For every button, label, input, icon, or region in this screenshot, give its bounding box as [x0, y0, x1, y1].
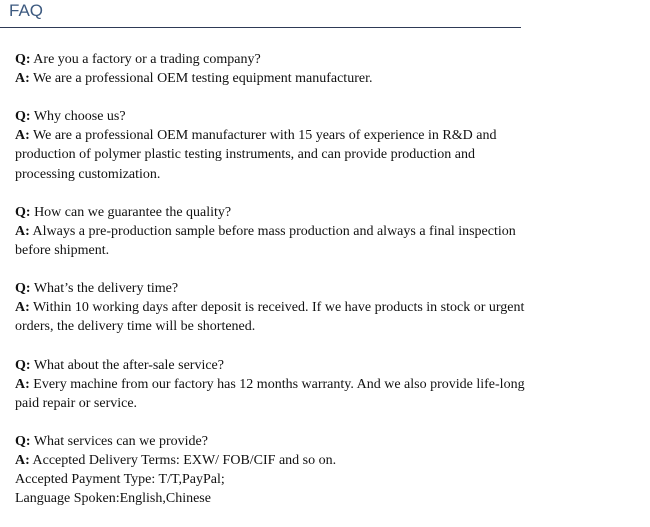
faq-item: [15, 50, 535, 88]
faq-question: [15, 50, 535, 69]
question-prefix: Q:: [15, 204, 31, 220]
question-prefix: Q:: [15, 109, 31, 125]
question-prefix: Q:: [15, 433, 31, 449]
answer-text: Accepted Delivery Terms: EXW/ FOB/CIF and so on.: [32, 452, 337, 468]
faq-item: [15, 279, 535, 336]
question-text: What’s the delivery time?: [33, 281, 179, 297]
faq-answer-line: Language Spoken:English,Chinese: [15, 491, 211, 507]
question-text: Are you a factory or a trading company?: [33, 52, 261, 67]
faq-answer: [15, 375, 535, 413]
question-text: What services can we provide?: [33, 433, 208, 449]
answer-text: We are a professional OEM manufacturer with 15 years of experience in R&D and production of polymer plastic testing instruments, and can provide production and processing customization.: [15, 128, 497, 182]
question-prefix: Q:: [15, 281, 31, 297]
answer-prefix: A:: [15, 452, 30, 468]
faq-item: [15, 432, 535, 508]
faq-question: [15, 203, 535, 222]
answer-prefix: A:: [15, 376, 30, 392]
question-text: What about the after-sale service?: [33, 357, 224, 373]
answer-text: Always a pre-production sample before mass production and always a final inspection before shipment.: [15, 223, 516, 258]
faq-header: [0, 0, 521, 28]
faq-question: [15, 356, 535, 375]
question-text: Why choose us?: [33, 109, 126, 125]
faq-answer: [15, 126, 535, 183]
page-title: FAQ: [9, 1, 44, 20]
answer-prefix: A:: [15, 71, 30, 87]
faq-answer: [15, 222, 535, 260]
question-prefix: Q:: [15, 357, 31, 373]
question-text: How can we guarantee the quality?: [34, 204, 232, 220]
faq-question: [15, 279, 535, 298]
answer-text: Every machine from our factory has 12 months warranty. And we also provide life-long paid repair or service.: [15, 376, 525, 411]
faq-answer: [15, 69, 535, 88]
faq-item: [15, 356, 535, 413]
answer-prefix: A:: [15, 223, 30, 239]
faq-question: [15, 107, 535, 126]
answer-text: We are a professional OEM testing equipment manufacturer.: [33, 71, 373, 87]
faq-item: [15, 107, 535, 183]
faq-answer: [15, 298, 535, 336]
faq-list: [15, 50, 535, 527]
answer-text: Within 10 working days after deposit is received. If we have products in stock or urgent orders, the delivery time will be shortened.: [15, 300, 525, 335]
faq-answer-line: Accepted Payment Type: T/T,PayPal;: [15, 472, 225, 488]
faq-item: [15, 203, 535, 260]
answer-prefix: A:: [15, 128, 30, 144]
faq-answer: [15, 451, 535, 470]
faq-question: [15, 432, 535, 451]
question-prefix: Q:: [15, 52, 31, 67]
answer-prefix: A:: [15, 300, 30, 316]
